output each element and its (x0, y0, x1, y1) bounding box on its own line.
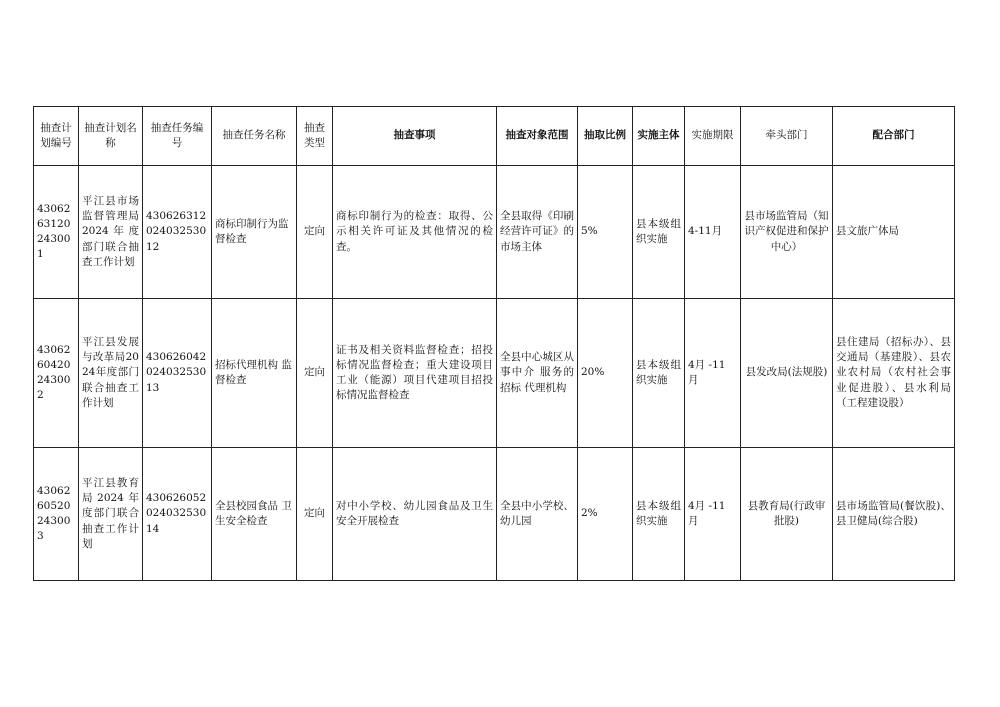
header-lead: 牵头部门 (741, 107, 833, 166)
header-partner: 配合部门 (833, 107, 955, 166)
cell-scope: 全县取得《印刷经营许可证》的市场主体 (497, 166, 578, 299)
header-ratio: 抽取比例 (578, 107, 633, 166)
cell-period: 4月 -11 月 (685, 299, 741, 448)
cell-lead: 县市场监管局（知识产权促进和保护中心） (741, 166, 833, 299)
cell-subject: 县本级组织实施 (633, 166, 685, 299)
cell-items: 商标印制行为的检查：取得、公示相关许可证及其他情况的检查。 (333, 166, 497, 299)
table-row (34, 166, 955, 299)
table-row (34, 448, 955, 581)
cell-ratio: 20% (578, 299, 633, 448)
table-header-row (34, 107, 955, 166)
cell-type: 定向 (297, 166, 333, 299)
header-task-no: 抽查任务编号 (143, 107, 212, 166)
header-subject: 实施主体 (633, 107, 685, 166)
inspection-plan-table (33, 106, 955, 581)
cell-type: 定向 (297, 448, 333, 581)
cell-scope: 全县中小学校、幼儿园 (497, 448, 578, 581)
cell-partner: 县住建局（招标办）、县交通局（基建股）、县农业农村局（农村社会事业促进股）、县水利局（工程建设股） (833, 299, 955, 448)
cell-period: 4月 -11 月 (685, 448, 741, 581)
cell-plan-no: 430626042024300 2 (34, 299, 79, 448)
cell-period: 4-11月 (685, 166, 741, 299)
cell-subject: 县本级组织实施 (633, 299, 685, 448)
header-plan-no: 抽查计划编号 (34, 107, 79, 166)
cell-lead: 县教育局(行政审批股) (741, 448, 833, 581)
cell-plan-no: 430626052024300 3 (34, 448, 79, 581)
header-task-name: 抽查任务名称 (212, 107, 297, 166)
cell-task-no: 430626042024032530 13 (143, 299, 212, 448)
cell-task-name: 商标印制行为监督检查 (212, 166, 297, 299)
header-plan-name: 抽查计划名称 (79, 107, 143, 166)
cell-task-no: 430626312024032530 12 (143, 166, 212, 299)
header-type: 抽查类型 (297, 107, 333, 166)
cell-lead: 县发改局(法规股) (741, 299, 833, 448)
cell-plan-no: 430626312024300 1 (34, 166, 79, 299)
cell-items: 对中小学校、幼儿园食品及卫生安全开展检查 (333, 448, 497, 581)
cell-partner: 县文旅广体局 (833, 166, 955, 299)
cell-task-name: 招标代理机构 监督检查 (212, 299, 297, 448)
header-items: 抽查事项 (333, 107, 497, 166)
cell-task-name: 全县校园食品 卫生安全检查 (212, 448, 297, 581)
header-period: 实施期限 (685, 107, 741, 166)
table-row (34, 299, 955, 448)
cell-subject: 县本级组织实施 (633, 448, 685, 581)
cell-ratio: 5% (578, 166, 633, 299)
header-scope: 抽查对象范围 (497, 107, 578, 166)
cell-plan-name: 平江县市场监督管理局2024年度部门联合抽查工作计划 (79, 166, 143, 299)
cell-partner: 县市场监管局(餐饮股)、县卫健局(综合股) (833, 448, 955, 581)
cell-items: 证书及相关资料监督检查；招投标情况监督检查；重大建设项目工业（能源）项目代建项目招投标情况监督检查 (333, 299, 497, 448)
cell-type: 定向 (297, 299, 333, 448)
cell-scope: 全县中心城区从事中介 服务的招标 代理机构 (497, 299, 578, 448)
cell-ratio: 2% (578, 448, 633, 581)
cell-plan-name: 平江县发展与改革局2024年度部门联合抽查工作计划 (79, 299, 143, 448)
cell-task-no: 430626052024032530 14 (143, 448, 212, 581)
cell-plan-name: 平江县教育局2024年度部门联合抽查工作计划 (79, 448, 143, 581)
